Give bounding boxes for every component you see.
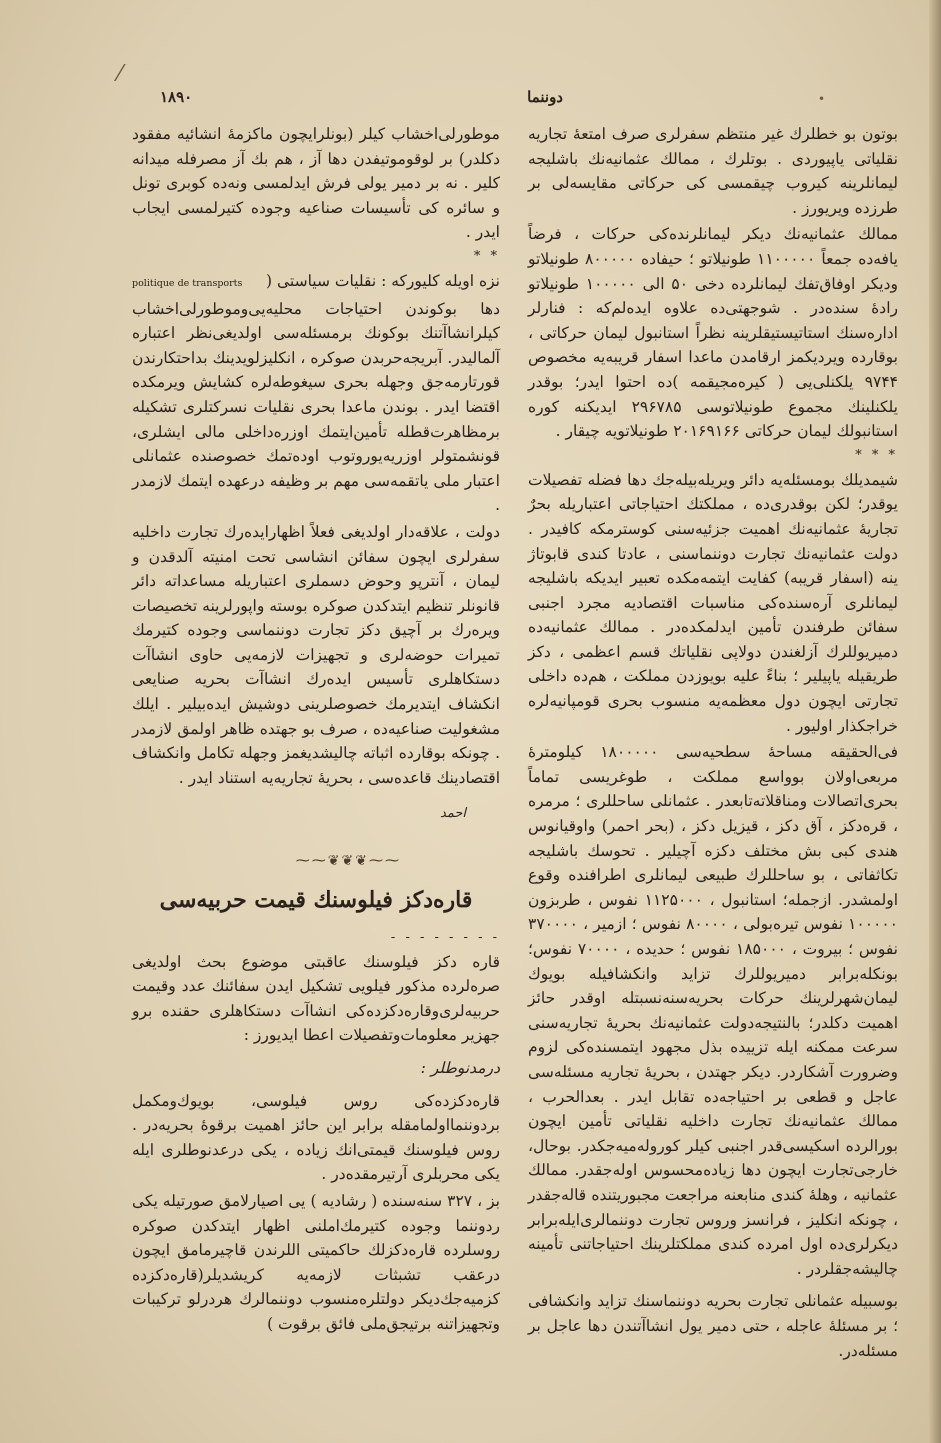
paragraph: بوتون بو خطلرك غیر منتظم سفرلری صرف امتعهٔ تجاریه نقلیاتی یاپیوردی . بوتلرك ، ممالك عثمانیه‌نك باشلیجه لیمانلرینه کیروب چیقمسی کی حرکاتی مقایسه‌لی بر طرزده ویریورز .: [528, 125, 898, 217]
paragraph: دولت ، علاقه‌دار اولدیغی فعلاً اظهارایده‌رك تجارت داخلیه سفرلری ایچون سفائن انشاسی تحت امنیته آلدقدن و لیمان ، آنترپو وحوض دسملری اعتباریله مساعداته دائر قانونلر تنظیم ایتدکدن صوکره بوسته واپورلرینه تخصیصات ویره‌رك بر آچیق دکز تجارت دوننماسی وجوده کتیرمك تمیرات حوضه‌لری و تجهیزات لازمه‌یی حاوی انشاآت دستکاهلری تأسیس ایده‌رك انشاآت بحریه صنایعی انکشاف ایتدیرمك خصوصلرینی دوشیش ایده‌بیلیر . ایلك مشغولیت صناعیه‌ده ، صرف بو جهتده ظاهر اولمق لازمدر . چونکه بوقارده اثباته چالیشدیغمز وجهله تکامل وانکشاف اقتصادینك قاعده‌سی ، بحریهٔ تجاریه‌یه استناد ایدر .: [132, 522, 500, 787]
section-stars: * * *: [855, 447, 898, 463]
section-title: نزه اویله کلیورکه : نقلیات سیاستی (: [266, 271, 500, 290]
paragraph: ممالك عثمانیه‌نك دیکر لیمانلرنده‌کی حرکات ، فرضاً یافه‌ده جمعاً ۱۱۰۰۰۰۰ طونیلاتو ؛ حیفاده ۸۰۰۰۰۰ طونیلاتو ودیکر اوفاق‌تفك لیمانلرده دخی ۵۰ الی ۱۰۰۰۰۰ طونیلاتو رادهٔ سنده‌در . شوجهتی‌ده علاوه ایده‌لم‌که : فنارلر اداره‌سنك استاتیستیقلرینه نظراً استانبول لیمان حرکاتی ، بوقارده ویردیکمز ارقامدن ماعدا اسفار قریبه‌یه مخصوص ۹۷۴۴ یلکنلی‌یی ( کیره‌مجیقمه )ده احتوا ایدر؛ بوقدر یلکنلینك مجموع طونیلاتوسی ۲۹۶۷۸۵ ایدیکنه کوره استانبولك لیمان حرکاتی ۲۰۱۶۹۱۶۶ طونیلاتویه چیقار .: [528, 225, 898, 441]
paragraph: دها بوکوندن احتیاجات محلیه‌یی‌وموطورلی‌اخشاب کیلرانشاآتنك بوکونك برمسئله‌سی اولدیغی‌نظر اعتباره آلمالیدر. آبریجه‌حربدن صوکره ، انکلیزلویدینك بداحتکارندن قورتارمه‌جق وجهله بحری سیغوطه‌لره کشایش ویرمکده اقتضا ایدر . بوندن ماعدا بحری نقلیات نسرکتلری تشکیله برمظاهرت‌قطله تأمین‌ایتمك اوزره‌داخلی مالی ایشلری، قونشمتولر اوزریه‌یوروتوب اوده‌تمك خصوصنده عثمانلی اعتبار ملی یاتقمه‌سی مهم بر وظیفه درعهده ایتمك لازمدر .: [132, 299, 500, 515]
article-title: قاره‌دکز فیلوسنك قیمت حربیه‌سی: [159, 886, 473, 913]
page-edge: [929, 0, 941, 1443]
paragraph: موطورلی‌اخشاب کیلر (بونلرایچون ماکزمهٔ انشائیه مفقود دکلدر) بر لوقوموتیفدن دها آز ، هم بك آز مصرفله میدانه کلیر . نه بر دمیر یولی فرش ایدلمسی ونه‌ده کوبری تونل و سائره کی تأسیسات صناعیه وجوده کتیرلمسی ایجاب ایدر .: [132, 125, 500, 242]
running-title: دوننما: [527, 88, 563, 106]
page-header: [0, 88, 941, 118]
ink-dot: •: [818, 92, 826, 106]
paragraph: قاره دکز فیلوسنك عاقبتی موضوع بحث اولدیغی صره‌لرده مذکور فیلویی تشکیل ایدن سفائنك عدد وقیمت حربیه‌لری‌وقاره‌دکزده‌کی انشاآت دستکاهلری حقنده برو جهزیر معلومات‌وتفصیلات اعطا ایدیورز :: [132, 952, 500, 1045]
right-column: [528, 122, 898, 1365]
paragraph: قاره‌دکزده‌کی روس فیلوسی، بویوك‌ومکمل بردوننما‌اولمامقله برابر این حائز اهمیت برقوهٔ بحریه‌در . روس فیلوسنك قیمتی‌انك زیاده ، یکی درعدنوطلری ایله یکی محربلری آرتیرمقده‌در .: [132, 1091, 500, 1184]
ornament-divider: ⁓⁓❦❦❦⁓⁓: [295, 853, 401, 870]
left-column: [132, 122, 500, 1339]
author-signature: احمد: [440, 806, 466, 822]
paragraph: بوسبیله عثمانلی تجارت بحریه دوننماسنك تزاید وانکشافی ؛ بر مسئلهٔ عاجله ، حتی دمیر یول انشاآتندن دها عاجل بر مسئله‌در.: [528, 1292, 898, 1360]
subheading: درمدنوطلر :: [420, 1059, 500, 1077]
page-number: ۱۸۹۰: [160, 88, 193, 106]
paragraph: شیمدیلك بومسئله‌یه دائر ویریله‌بیله‌جك دها فضله تفصیلات یوقدر؛ لکن بوقدری‌ده ، مملکتك احتیاجاتی اعتباریله بحرٌ تجاریهٔ عثمانیه‌نك اهمیت جزئیه‌سنی کوسترمکه کافیدر . دولت عثمانیه‌نك تجارت دوننماسنی ، عادتا کندی قابوتاژ ینه (اسفار قریبه) کفایت ایتمه‌مکده تعبیر ایدیکه باشلیجه لیمانلری آره‌سنده‌کی مناسبات اقتصادیه مجرد اجنبی سفائن طرفندن تأمین ایدلمکده‌در . ممالك عثمانیه‌ده دمیریوللرك آزلغندن دولاپی نقلیاتك قسم اعظمی ، دکز طریقیله یاپیلیر ؛ بناءً علیه بویوزدن مملکت ، هم‌ده داخلی تجارتی ایچون دول معظمه‌یه منسوب بحری قومپانیه‌لره خراجکذار اولیور .: [528, 470, 898, 735]
section-latin-term: politique de transports: [132, 277, 243, 289]
paragraph: فی‌الحقیقه مساحهٔ سطحیه‌سی ۱۸۰۰۰۰۰ کیلومترهٔ مربعی‌اولان بوواسع مملکت ، طوغریسی تماماً بحری‌اتصالات ومناقلاته‌تابعدر . عثمانلی ساحللری ؛ مرمره ، قره‌دکز ، آق دکز ، قیزیل دکز ، (بحر احمر) واوقیانوس هندی کبی بش مختلف دکزه آچیلیر . تحوسك باشلیجه تکاثفاتی ، بو ساحللرك طبیعی لیمانلری اطرافنده وقوع اولمشدر. ازجمله؛ استانبول ، ۱۱۲۵۰۰۰ نفوس ، طربزون ۱۰۰۰۰۰ نفوس تیره‌بولی ، ۸۰۰۰۰ نفوس ؛ ازمیر ، ۳۷۰۰۰۰ نفوس ؛ بیروت ، ۱۸۵۰۰۰ نفوس ؛ حدیده ، ۷۰۰۰۰ نفوس؛ بونکله‌برابر دمیریوللرك تزاید وانکشافیله بویوك لیمان‌شهرلرینك حرکات بحریه‌سنه‌نسبتله اوقدر حائز اهمیت دکلدر؛ بالنتیجه‌دولت عثمانیه‌نك بحریهٔ تجاریه‌سنی سرعت ممکنه ایله تزییده بذل مجهود ایتمسنده‌کی لزوم وضرورت آشکاردر. دیکر جهتدن ، بحریهٔ تجاریه مسئله‌سی عاجل و قطعی بر احتیاجه‌ده تقابل ایدر . بعدالحرب ، ممالك عثمانیه‌نك تجارت داخلیه نقلیاتی تأمین ایچون بورالرده اسکیسی‌قدر اجنبی کیلر کوروله‌میه‌جکدر. بوحال، خارجی‌تجارت ایچون دها زیاده‌محسوس اوله‌جقدر. ممالك عثمانیه ، وهلهٔ کندی منابعنه مراجعت مجبوریتنده قاله‌جقدر ، چونکه انکلیز ، فرانسز وروس تجارت دوننمالری‌ایله‌برابر دیکرلری‌ده اول امرده کندی مملکتلرینك احتیاجاتنی تأمینه چالیشه‌جقلردر .: [528, 743, 899, 1278]
title-divider: - - - - - - - -: [390, 929, 500, 945]
ink-mark: ⁄: [118, 62, 122, 87]
section-heading: [132, 269, 500, 297]
paragraph: بز ، ۳۲۷ سنه‌سنده ( رشادیه ) یی اصیارلامق صورتیله یکی ردوننما وجوده کتیرمك‌املنی اظهار ایتدکدن صوکره روسلرده قاره‌دکزلك حاکمیتی اللرندن قاچیرمامق ایچون درعقب تشبثات لازمه‌یه کریشدیلر(قاره‌دکزده کزمیه‌جك‌دیکر دولتلره‌منسوب دوننمالرك هردرلو ترکیبات وتجهیزاتنه برتیجق‌ملی فائق برقوت ): [132, 1191, 500, 1333]
section-stars: * *: [473, 248, 500, 264]
